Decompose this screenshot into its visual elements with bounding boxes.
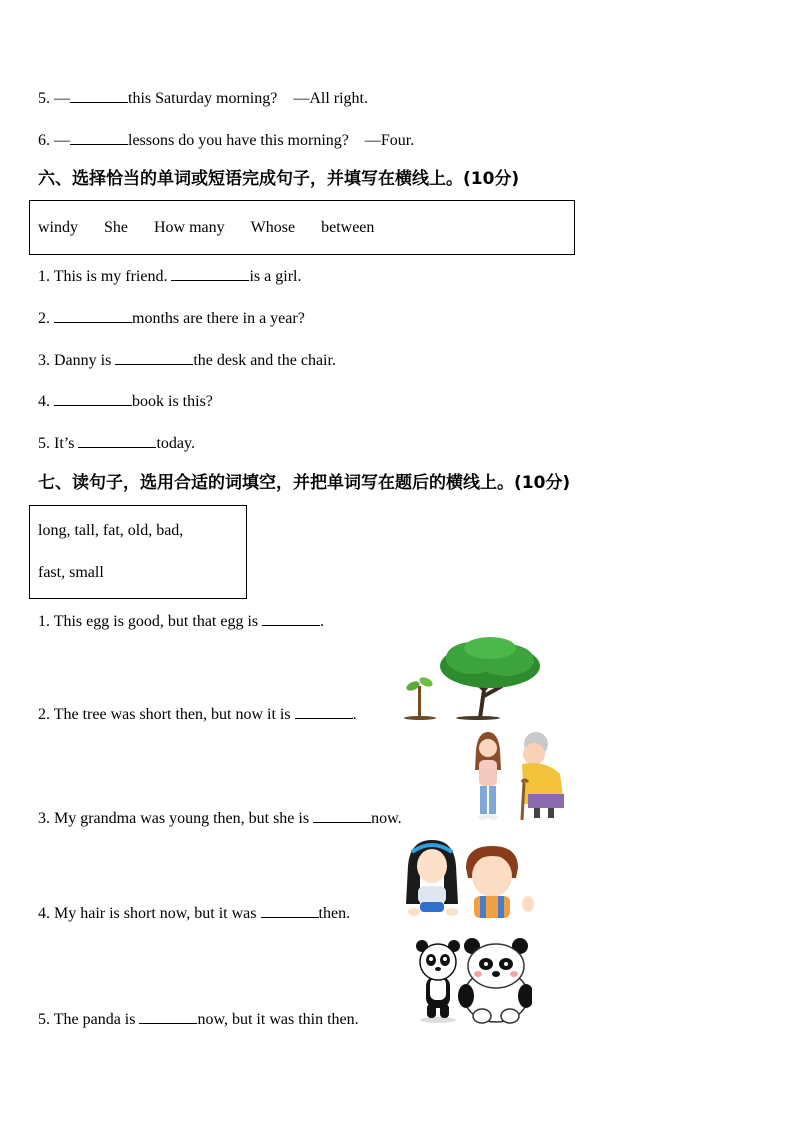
s7-q3: [38, 807, 402, 829]
fat-panda-icon: [458, 938, 532, 1023]
question-text: 3. My grandma was young then, but she is: [38, 810, 310, 827]
word-how-many: How many: [154, 219, 225, 236]
question-number: 6.: [38, 132, 50, 149]
answer-blank[interactable]: [295, 703, 353, 719]
s6-q2: [38, 307, 305, 329]
question-text: is a girl.: [249, 268, 302, 285]
question-text: 5. It’s: [38, 435, 75, 452]
hair-length-illustration: [404, 838, 540, 920]
question-text: 2.: [38, 310, 50, 327]
answer-blank[interactable]: [262, 610, 320, 626]
question-text: 1. This egg is good, but that egg is: [38, 613, 259, 630]
answer-blank[interactable]: [70, 87, 128, 103]
word-she: She: [104, 219, 128, 236]
answer-blank[interactable]: [70, 129, 128, 145]
question-text: 1. This is my friend.: [38, 268, 168, 285]
short-hair-kid-icon: [466, 846, 534, 918]
answer-blank[interactable]: [54, 390, 132, 406]
s5-q6: [38, 129, 414, 151]
question-text: now.: [371, 810, 402, 827]
s7-q4: [38, 902, 350, 924]
dash: —: [364, 132, 381, 149]
young-woman-icon: [475, 732, 501, 820]
word-between: between: [321, 219, 375, 236]
question-text: .: [320, 613, 325, 630]
question-text: book is this?: [132, 393, 213, 410]
word-whose: Whose: [250, 219, 296, 236]
big-tree-icon: [440, 637, 540, 720]
section7-word-bank: [29, 505, 247, 599]
s6-q1: [38, 265, 301, 287]
question-text: months are there in a year?: [132, 310, 305, 327]
answer-blank[interactable]: [313, 807, 371, 823]
s7-q5: [38, 1008, 359, 1030]
question-text: the desk and the chair.: [193, 352, 336, 369]
response-text: Four.: [380, 132, 415, 149]
grandma-icon: [522, 732, 564, 820]
s7-q1: [38, 610, 324, 632]
question-text: 3. Danny is: [38, 352, 112, 369]
pandas-illustration: [414, 938, 532, 1024]
question-text: now, but it was thin then.: [197, 1011, 359, 1028]
answer-blank[interactable]: [115, 349, 193, 365]
tree-growth-illustration: [402, 636, 542, 720]
question-number: 5.: [38, 90, 50, 107]
question-text: 4. My hair is short now, but it was: [38, 905, 257, 922]
section7-heading: 七、读句子，选用合适的词填空，并把单词写在题后的横线上。(10分): [38, 473, 571, 493]
question-text: lessons do you have this morning?: [128, 132, 349, 149]
section6-word-bank: [29, 200, 575, 255]
s6-q4: [38, 390, 213, 412]
question-text: today.: [156, 435, 195, 452]
answer-blank[interactable]: [54, 307, 132, 323]
response-text: All right.: [309, 90, 368, 107]
answer-blank[interactable]: [139, 1008, 197, 1024]
sapling-icon: [404, 675, 436, 720]
answer-blank[interactable]: [78, 432, 156, 448]
question-text: then.: [318, 905, 351, 922]
question-text: 4.: [38, 393, 50, 410]
dash: —: [293, 90, 310, 107]
question-text: 2. The tree was short then, but now it is: [38, 706, 291, 723]
s6-q3: [38, 349, 336, 371]
answer-blank[interactable]: [171, 265, 249, 281]
young-and-old-woman-illustration: [468, 730, 576, 824]
question-text: .: [352, 706, 357, 723]
word-bank-line: fast, small: [38, 564, 104, 581]
thin-panda-icon: [416, 940, 460, 1023]
s5-q5: [38, 87, 368, 109]
long-hair-girl-icon: [406, 840, 458, 916]
word-bank-line: long, tall, fat, old, bad,: [38, 522, 184, 539]
dash: —: [54, 90, 70, 107]
word-windy: windy: [38, 219, 78, 236]
s6-q5: [38, 432, 195, 454]
answer-blank[interactable]: [261, 902, 319, 918]
question-text: 5. The panda is: [38, 1011, 136, 1028]
dash: —: [54, 132, 70, 149]
question-text: this Saturday morning?: [128, 90, 278, 107]
section6-heading: 六、选择恰当的单词或短语完成句子，并填写在横线上。(10分): [38, 169, 520, 189]
s7-q2: [38, 703, 357, 725]
